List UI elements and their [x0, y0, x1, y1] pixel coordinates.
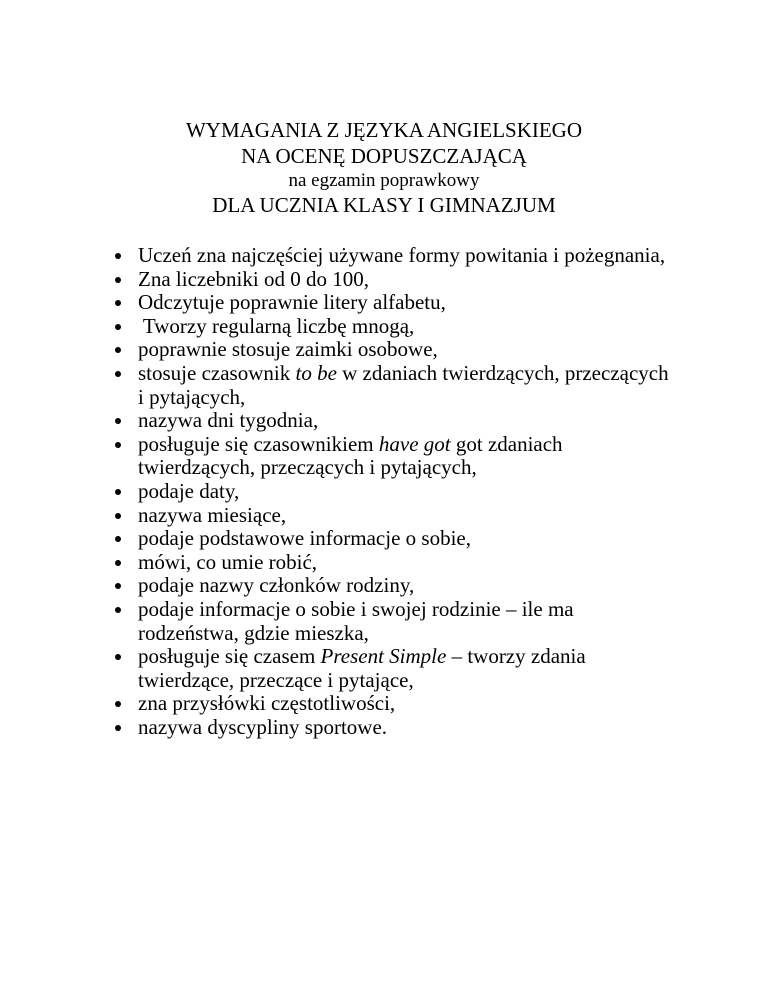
- bullet-icon: [115, 725, 121, 731]
- list-item-text: podaje informacje o sobie i swojej rodzinie – ile ma rodzeństwa, gdzie mieszka,: [138, 596, 574, 645]
- title-line-4: DLA UCZNIA KLASY I GIMNAZJUM: [212, 193, 556, 217]
- list-item: [112, 244, 672, 268]
- list-item-text: Uczeń zna najczęściej używane formy powitania i pożegnania,: [138, 243, 666, 267]
- document-header: [0, 117, 768, 218]
- list-item-text-after: got zdaniach twierdzących, przeczących i pytających,: [138, 431, 568, 480]
- list-item-text-before: stosuje czasownik: [138, 360, 296, 385]
- bullet-icon: [115, 583, 121, 589]
- list-item-text: podaje nazwy członków rodziny,: [138, 573, 415, 598]
- list-item-text: nazywa miesiące,: [138, 502, 287, 527]
- list-item-text-before: posługuje się czasem: [138, 644, 321, 669]
- list-item: [112, 362, 672, 409]
- bullet-icon: [115, 371, 121, 377]
- list-item-text-after: w zdaniach twierdzących, przeczących i pytających,: [138, 360, 674, 409]
- list-item: [112, 291, 672, 315]
- bullet-icon: [115, 253, 121, 259]
- bullet-icon: [115, 442, 121, 448]
- list-item: [112, 598, 672, 645]
- bullet-icon: [115, 324, 121, 330]
- bullet-icon: [115, 513, 121, 519]
- list-item-text: zna przysłówki częstotliwości,: [138, 691, 396, 716]
- list-item-text-italic: have got: [378, 431, 451, 456]
- list-item-text: podaje daty,: [138, 478, 240, 503]
- list-item-text: Tworzy regularną liczbę mnogą,: [138, 313, 415, 338]
- bullet-icon: [115, 560, 121, 566]
- list-item: [112, 645, 672, 692]
- list-item-text: mówi, co umie robić,: [138, 549, 318, 574]
- list-item: [112, 268, 672, 292]
- bullet-icon: [115, 701, 121, 707]
- list-item-text: podaje podstawowe informacje o sobie,: [138, 526, 471, 551]
- list-item-text-before: posługuje się czasownikiem: [138, 431, 379, 456]
- bullet-icon: [115, 418, 121, 424]
- list-item: [112, 551, 672, 575]
- list-item-text: poprawnie stosuje zaimki osobowe,: [138, 337, 438, 362]
- list-item-text: Odczytuje poprawnie litery alfabetu,: [138, 290, 446, 315]
- bullet-icon: [115, 347, 121, 353]
- list-item: [112, 338, 672, 362]
- bullet-icon: [115, 536, 121, 542]
- list-item-text-italic: Present Simple: [320, 644, 447, 669]
- bullet-icon: [115, 489, 121, 495]
- requirements-list: [112, 244, 672, 739]
- list-item-text-after: – tworzy zdania twierdzące, przeczące i pytające,: [138, 644, 591, 692]
- list-item-text: Zna liczebniki od 0 do 100,: [138, 266, 369, 291]
- bullet-icon: [115, 277, 121, 283]
- bullet-icon: [115, 607, 121, 613]
- bullet-icon: [115, 300, 121, 306]
- list-item: [112, 433, 672, 480]
- list-item: [112, 480, 672, 504]
- subtitle-line: na egzamin poprawkowy: [288, 170, 480, 191]
- list-item: [112, 692, 672, 716]
- title-line-2: NA OCENĘ DOPUSZCZAJĄCĄ: [241, 144, 527, 168]
- list-item: [112, 409, 672, 433]
- list-item: [112, 315, 672, 339]
- list-item: [112, 716, 672, 740]
- title-line-1: WYMAGANIA Z JĘZYKA ANGIELSKIEGO: [185, 118, 583, 142]
- list-item-text: nazywa dyscypliny sportowe.: [138, 714, 388, 739]
- list-item-text-italic: to be: [295, 360, 337, 385]
- list-item: [112, 574, 672, 598]
- list-item: [112, 504, 672, 528]
- bullet-icon: [115, 654, 121, 660]
- list-item-text: nazywa dni tygodnia,: [138, 408, 319, 433]
- list-item: [112, 527, 672, 551]
